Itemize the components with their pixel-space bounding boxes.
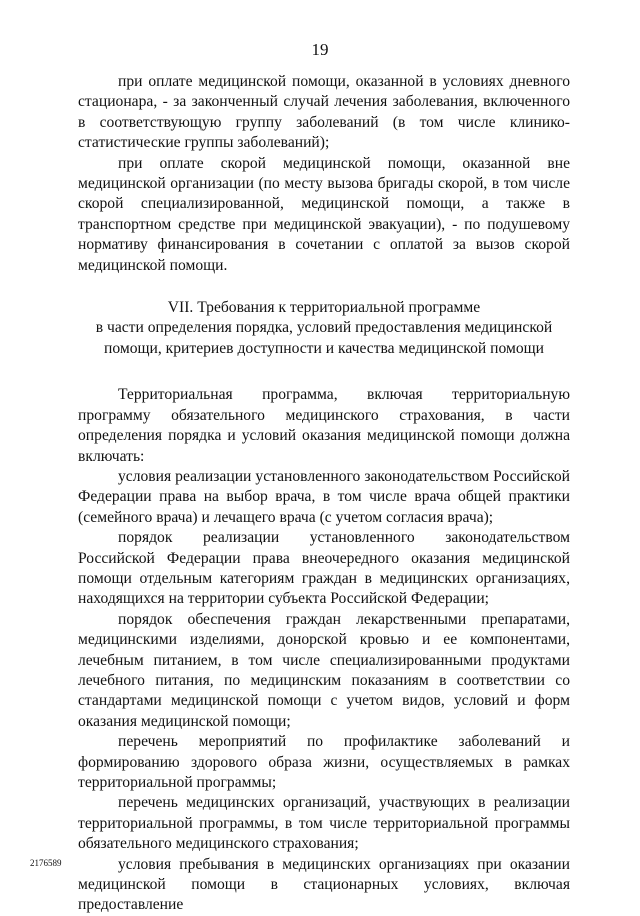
section-title-line-3: помощи, критериев доступности и качества медицинской помощи — [104, 339, 544, 357]
section-title-line-2: в части определения порядка, условий предоставления медицинской — [95, 319, 553, 337]
paragraph-ambulance-payment: при оплате скорой медицинской помощи, оказанной вне медицинской организации (по месту вызова бригады скорой, в том числе скорой специализированной, медицинской помощи, а также в транспортном средстве при медицинской эвакуации), - по подушевому нормативу финансирования в сочетании с оплатой за вызов скорой медицинской помощи. — [78, 154, 570, 274]
document-code: 2176589 — [30, 858, 62, 868]
paragraph-choice-of-doctor: условия реализации установленного законодательством Российской Федерации права на выбор врача, в том числе врача общей практики (семейного врача) и лечащего врача (с учетом согласия врача); — [78, 467, 570, 526]
paragraph-medicine-provision: порядок обеспечения граждан лекарственными препаратами, медицинскими изделиями, донорской кровью и ее компонентами, лечебным питанием, в том числе специализированными продуктами лечебного питания, по медицинским показаниям в соответствии со стандартами медицинской помощи с учетом видов, условий и форм оказания медицинской помощи; — [78, 610, 570, 730]
section-title-line-1: VII. Требования к территориальной программе — [167, 299, 481, 317]
section-title — [78, 298, 570, 359]
paragraph-priority-care: порядок реализации установленного законодательством Российской Федерации права внеочередного оказания медицинской помощи отдельным категориям граждан в медицинских организациях, находящихся на территории субъекта Российской Федерации; — [78, 529, 570, 608]
document-body — [78, 72, 570, 916]
paragraph-inpatient-conditions: условия пребывания в медицинских организациях при оказании медицинской помощи в стационарных условиях, включая предоставление — [78, 855, 570, 914]
paragraph-prevention-measures: перечень мероприятий по профилактике заболеваний и формированию здорового образа жизни, осуществляемых в рамках территориальной программы; — [78, 733, 570, 791]
paragraph-medical-organizations-list: перечень медицинских организаций, участвующих в реализации территориальной программы, в том числе территориальной программы обязательного медицинского страхования; — [78, 794, 570, 853]
page-number: 19 — [311, 40, 329, 59]
paragraph-program-intro: Территориальная программа, включая территориальную программу обязательного медицинского страхования, в части определения порядка и условий оказания медицинской помощи должна включать: — [78, 386, 570, 465]
paragraph-day-hospital-payment: при оплате медицинской помощи, оказанной в условиях дневного стационара, - за законченный случай лечения заболевания, включенного в соответствующую группу заболеваний (в том числе клинико-статистические группы заболеваний); — [78, 73, 570, 152]
